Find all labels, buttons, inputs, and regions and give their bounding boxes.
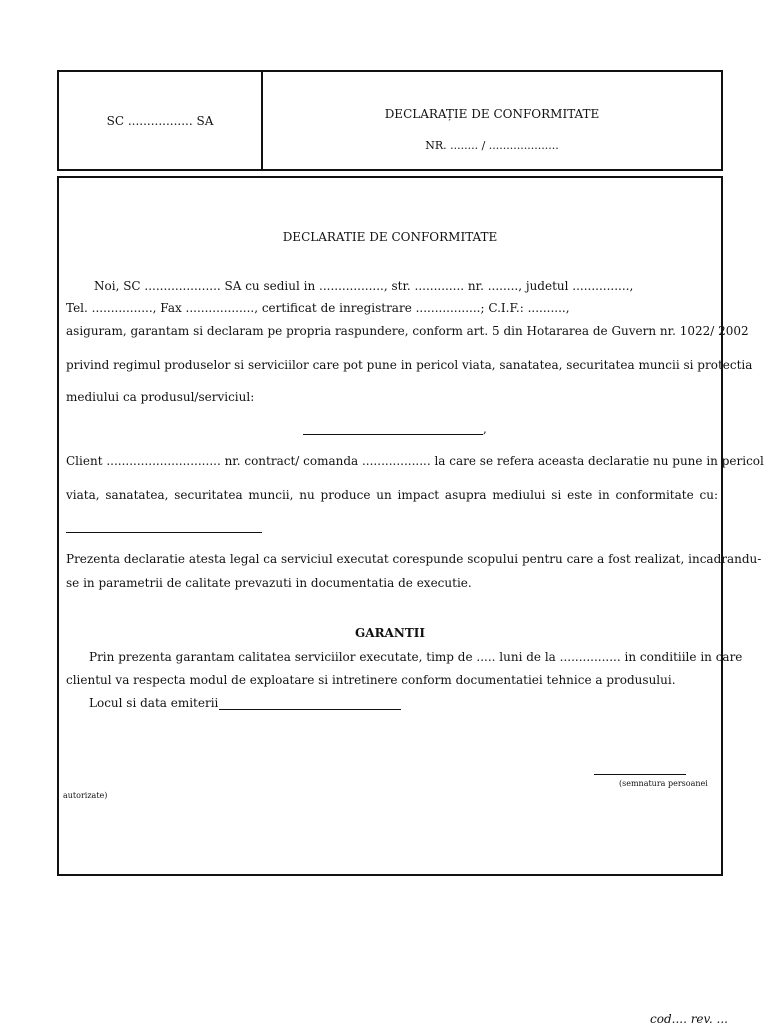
header-title: DECLARAȚIE DE CONFORMITATE xyxy=(384,107,600,121)
company-name: SC ................. SA xyxy=(106,113,214,128)
header-box xyxy=(57,70,723,171)
conformity-line: viata, sanatatea, securitatea muncii, nu produce un impact asupra mediului si este in conformitate cu: xyxy=(66,488,718,502)
product-intro-line: mediului ca produsul/serviciul: xyxy=(66,390,255,404)
conformity-blank-line xyxy=(66,532,262,533)
contact-details-line: Tel. ................, Fax .................., certificat de inregistrare .................; C.I.F.: .........., xyxy=(66,301,570,315)
title-cell xyxy=(263,72,721,169)
company-details-line: Noi, SC .................... SA cu sediul in ................., str. ............. nr. ........, judetul ..............., xyxy=(94,279,634,293)
declaration-body xyxy=(57,176,764,876)
company-cell xyxy=(59,72,263,169)
product-comma: , xyxy=(483,422,487,436)
client-line: Client .............................. nr. contract/ comanda .................. la care se refera aceasta declaratie nu pune in pericol xyxy=(66,454,764,468)
document-code: cod.... rev. ... xyxy=(650,1012,728,1026)
warranty-line: Prin prezenta garantam calitatea serviciilor executate, timp de ..... luni de la ................ in conditiile in care xyxy=(89,650,743,664)
signature-caption-continued: autorizate) xyxy=(63,791,108,800)
declaration-line: asiguram, garantam si declaram pe propria raspundere, conform art. 5 din Hotararea de Guvern nr. 1022/ 2002 xyxy=(66,324,749,338)
declaration-number: NR. ........ / .................... xyxy=(425,139,559,152)
issue-place-date-blank xyxy=(219,709,401,710)
warranty-conditions-line: clientul va respecta modul de exploatare si intretinere conform documentatiei tehnice a produsului. xyxy=(66,673,676,687)
declaration-scope-line: privind regimul produselor si serviciilor care pot pune in pericol viata, sanatatea, securitatea muncii si protectia xyxy=(66,358,753,372)
signature-line xyxy=(594,774,686,775)
product-blank-line xyxy=(303,434,483,435)
attest-line: Prezenta declaratie atesta legal ca serviciul executat corespunde scopului pentru care a fost realizat, incadrandu- xyxy=(66,552,762,566)
body-title: DECLARATIE DE CONFORMITATE xyxy=(282,230,498,244)
garantii-title: GARANTII xyxy=(355,626,425,640)
signature-caption: (semnatura persoanei xyxy=(619,779,708,788)
attest-line-continued: se in parametrii de calitate prevazuti in documentatia de executie. xyxy=(66,576,472,590)
issue-place-date-label: Locul si data emiterii xyxy=(89,696,219,710)
